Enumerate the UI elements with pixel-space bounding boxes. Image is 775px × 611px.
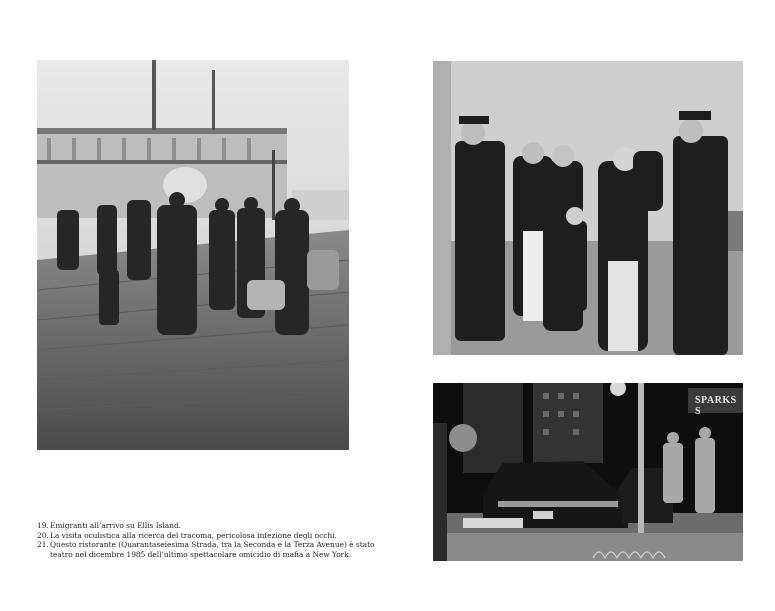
caption-19	[37, 521, 397, 531]
sparks-sign-text: SPARKS S	[695, 395, 737, 417]
caption-21-text: Questo ristorante (Quarantaseiesima Strada, tra la Seconda e la Terza Avenue) è stato teatro nel dicembre 1985 dell’ultimo spettacolare omicidio di mafia a New York.	[50, 540, 375, 559]
caption-21	[37, 540, 397, 559]
caption-20-text: La visita oculistica alla ricerca del tracoma, pericolosa infezione degli occhi.	[50, 530, 337, 540]
caption-19-number: 19.	[37, 521, 49, 530]
photo-eye-examination	[433, 61, 743, 355]
caption-20-number: 20.	[37, 530, 49, 540]
photo-emigrants-arrival	[37, 60, 349, 450]
caption-19-text: Emigranti all’arrivo su Ellis Island.	[50, 521, 182, 530]
caption-20	[37, 531, 397, 541]
caption-list	[37, 521, 397, 559]
photo-emigrants-arrival-image	[37, 60, 349, 450]
photo-eye-examination-image	[433, 61, 743, 355]
photo-restaurant-night	[433, 383, 743, 561]
caption-21-number: 21.	[37, 540, 49, 550]
